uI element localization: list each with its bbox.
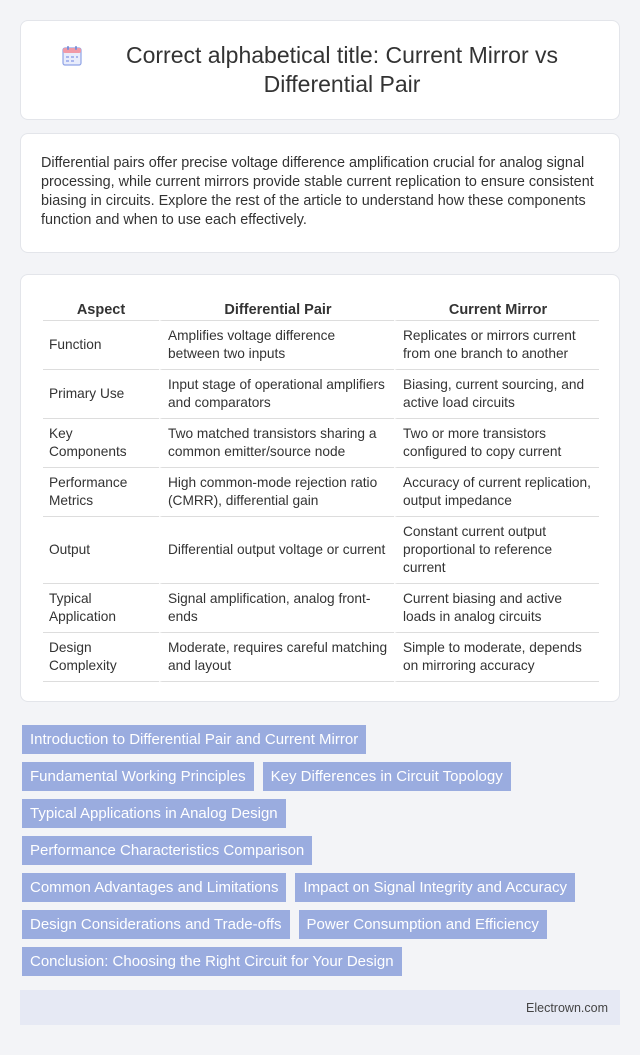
link-introduction[interactable]: Introduction to Differential Pair and Current Mirror — [22, 725, 366, 754]
link-circuit-topology[interactable]: Key Differences in Circuit Topology — [263, 762, 511, 791]
header-aspect: Aspect — [43, 297, 159, 321]
table-row — [43, 584, 599, 633]
table-row — [43, 468, 599, 517]
footer-site-name: Electrown.com — [526, 1000, 608, 1015]
table-cell: Differential output voltage or current — [159, 517, 394, 584]
table-cell: Moderate, requires careful matching and layout — [159, 633, 394, 682]
link-design-considerations[interactable]: Design Considerations and Trade-offs — [22, 910, 290, 939]
comparison-card — [20, 274, 620, 702]
table-cell: High common-mode rejection ratio (CMRR), differential gain — [159, 468, 394, 517]
table-cell: Input stage of operational amplifiers and comparators — [159, 370, 394, 419]
page-title: Correct alphabetical title: Current Mirror vs Differential Pair — [125, 42, 559, 97]
intro-paragraph: Differential pairs offer precise voltage difference amplification crucial for analog signal processing, while current mirrors provide stable current replication to ensure consistent biasing in circuits. Explore the rest of the article to understand how these components function and when to use each effectively. — [41, 155, 594, 228]
table-cell: Simple to moderate, depends on mirroring accuracy — [394, 633, 599, 682]
header-current-mirror: Current Mirror — [394, 297, 599, 321]
table-cell: Current biasing and active loads in analog circuits — [394, 584, 599, 633]
table-cell: Performance Metrics — [43, 468, 159, 517]
link-row — [22, 799, 622, 828]
link-row — [22, 836, 622, 865]
table-cell: Biasing, current sourcing, and active load circuits — [394, 370, 599, 419]
table-cell: Two matched transistors sharing a common emitter/source node — [159, 419, 394, 468]
table-cell: Replicates or mirrors current from one branch to another — [394, 321, 599, 370]
table-cell: Signal amplification, analog front-ends — [159, 584, 394, 633]
link-row — [22, 725, 622, 754]
title-card — [20, 20, 620, 120]
table-cell: Accuracy of current replication, output impedance — [394, 468, 599, 517]
link-conclusion[interactable]: Conclusion: Choosing the Right Circuit for Your Design — [22, 947, 402, 976]
table-row — [43, 370, 599, 419]
intro-card — [20, 133, 620, 253]
comparison-table — [43, 297, 599, 682]
link-working-principles[interactable]: Fundamental Working Principles — [22, 762, 254, 791]
table-cell: Output — [43, 517, 159, 584]
related-links — [22, 725, 622, 984]
table-row — [43, 321, 599, 370]
title-wrap — [21, 41, 619, 99]
link-row — [22, 762, 622, 791]
table-row — [43, 419, 599, 468]
link-row — [22, 873, 622, 902]
table-cell: Two or more transistors configured to copy current — [394, 419, 599, 468]
table-cell: Key Components — [43, 419, 159, 468]
calendar-icon — [61, 45, 83, 67]
link-typical-applications[interactable]: Typical Applications in Analog Design — [22, 799, 286, 828]
table-cell: Primary Use — [43, 370, 159, 419]
link-signal-integrity[interactable]: Impact on Signal Integrity and Accuracy — [295, 873, 574, 902]
table-header-row — [43, 297, 599, 321]
table-row — [43, 517, 599, 584]
table-cell: Function — [43, 321, 159, 370]
table-row — [43, 633, 599, 682]
link-performance-comparison[interactable]: Performance Characteristics Comparison — [22, 836, 312, 865]
table-cell: Typical Application — [43, 584, 159, 633]
table-cell: Design Complexity — [43, 633, 159, 682]
link-row — [22, 947, 622, 976]
link-advantages-limitations[interactable]: Common Advantages and Limitations — [22, 873, 286, 902]
header-differential-pair: Differential Pair — [159, 297, 394, 321]
footer — [20, 990, 620, 1025]
table-cell: Constant current output proportional to reference current — [394, 517, 599, 584]
link-power-consumption[interactable]: Power Consumption and Efficiency — [299, 910, 547, 939]
link-row — [22, 910, 622, 939]
table-cell: Amplifies voltage difference between two inputs — [159, 321, 394, 370]
